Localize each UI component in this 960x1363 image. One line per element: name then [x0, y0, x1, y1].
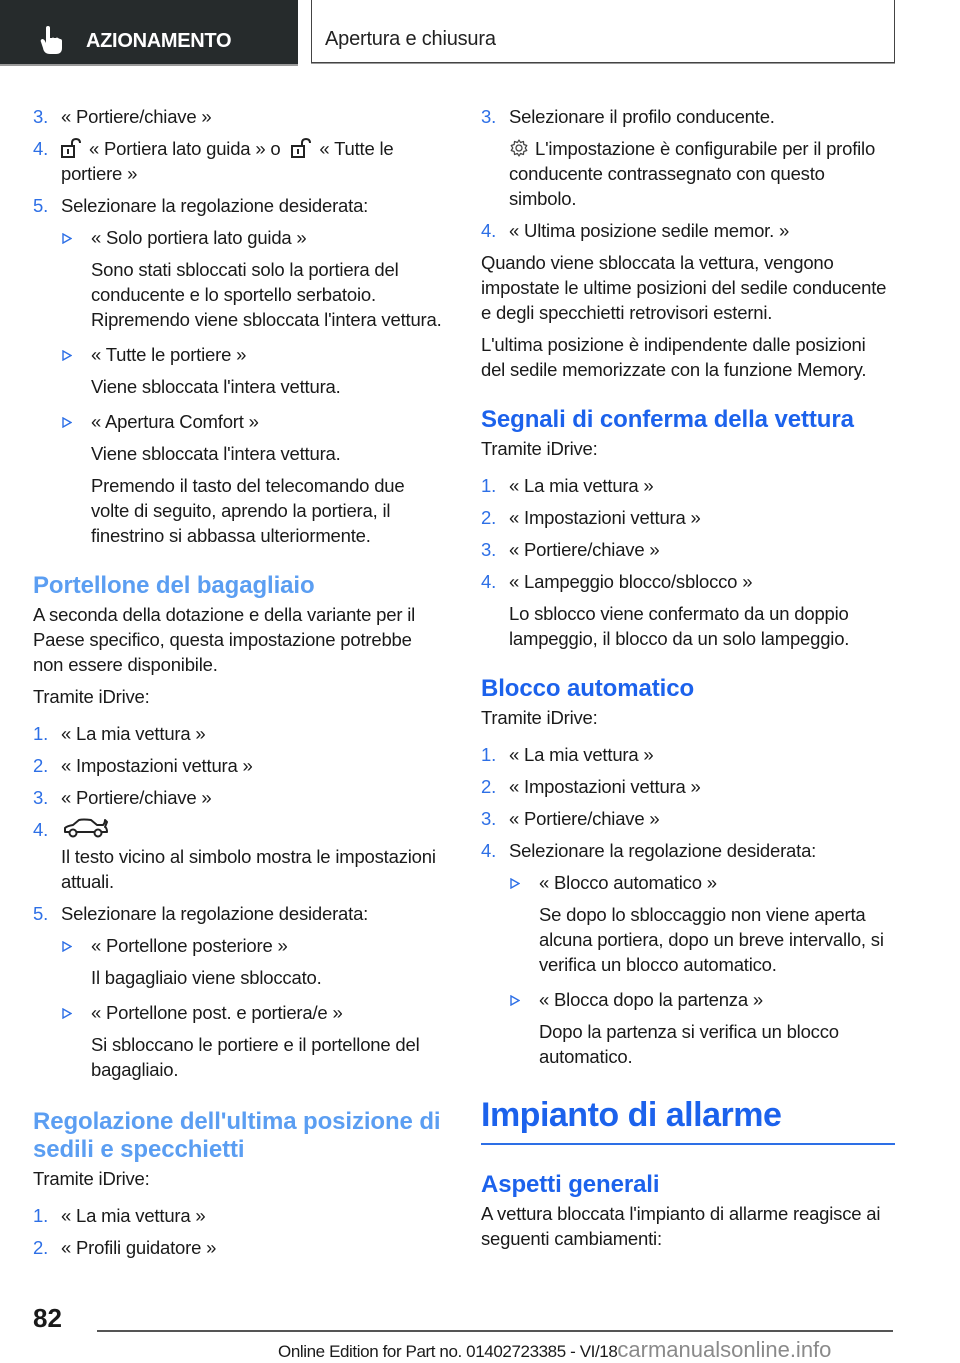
option-description: Il bagagliaio viene sbloccato.: [91, 967, 322, 988]
paragraph: Tramite iDrive:: [33, 1168, 150, 1189]
triangle-bullet-icon: [62, 417, 72, 428]
option-item: « Blocca dopo la partenza »: [481, 987, 893, 1012]
step-text: « Portiere/chiave »: [61, 106, 212, 127]
list-item: 4. « Ultima posizione sedile memor. »: [481, 220, 790, 241]
list-item: 2. « Profili guidatore »: [33, 1237, 217, 1258]
chapter-tab: [311, 0, 895, 63]
chapter-heading: Impianto di allarme: [481, 1095, 895, 1145]
triangle-bullet-icon: [62, 350, 72, 361]
step-text: « Portiera lato guida » o « Tutte le portiere »: [61, 138, 394, 184]
list-item: 4. Selezionare la regolazione desiderata:: [481, 840, 817, 861]
list-item: 3. « Portiere/chiave »: [33, 787, 212, 808]
option-description: Viene sbloccata l'intera vettura.: [91, 443, 341, 464]
unlock-icon: [61, 138, 83, 158]
list-item: [33, 193, 445, 218]
option-item: « Portellone post. e portiera/e »: [33, 1000, 445, 1025]
right-column: [481, 104, 893, 1258]
step-number: 3.: [33, 106, 49, 127]
list-item: 3. « Portiere/chiave »: [481, 808, 660, 829]
paragraph: Tramite iDrive:: [33, 686, 150, 707]
option-description: Viene sbloccata l'intera vettura.: [91, 376, 341, 397]
paragraph: Quando viene sbloccata la vettura, vengono impostate le ultime posizioni del sedile conducente e degli specchietti retrovisori esterni.: [481, 252, 887, 323]
paragraph: A vettura bloccata l'impianto di allarme reagisce ai seguenti cambiamenti:: [481, 1203, 881, 1249]
list-item: 1. « La mia vettura »: [481, 744, 654, 765]
section-heading: Aspetti generali: [481, 1171, 660, 1198]
left-column: [33, 104, 445, 1267]
step-description: Lo sblocco viene confermato da un doppio lampeggio, il blocco da un solo lampeggio.: [509, 603, 850, 649]
list-item: 1. « La mia vettura »: [33, 1205, 206, 1226]
triangle-bullet-icon: [62, 233, 72, 244]
watermark: carmanualsonline.info: [617, 1337, 832, 1362]
chapter-title: Apertura e chiusura: [325, 28, 496, 50]
page-number: 82: [33, 1303, 62, 1333]
note: L'impostazione è configurabile per il profilo conducente contrassegnato con questo simbolo.: [509, 138, 876, 209]
list-item: 2. « Impostazioni vettura »: [33, 755, 253, 776]
section-tab: [0, 0, 298, 66]
option-description: Sono stati sbloccati solo la portiera del conducente e lo sportello serbatoio. Ripremendo viene sbloccata l'intera vettura.: [91, 259, 442, 330]
unlock-icon: [291, 138, 313, 158]
triangle-bullet-icon: [62, 941, 72, 952]
step-description: Il testo vicino al simbolo mostra le impostazioni attuali.: [61, 846, 436, 892]
option-description: Premendo il tasto del telecomando due volte di seguito, aprendo la portiera, il finestrino si abbassa ulteriormente.: [91, 475, 405, 546]
list-item: 4. « Lampeggio blocco/sblocco »: [481, 571, 753, 592]
option-item: « Tutte le portiere »: [33, 342, 445, 367]
step-number: 4.: [33, 138, 49, 159]
list-item: 1. « La mia vettura »: [481, 475, 654, 496]
section-heading: Segnali di conferma della vettura: [481, 406, 854, 433]
section-heading: Blocco automatico: [481, 675, 694, 702]
list-item: 1. « La mia vettura »: [33, 723, 206, 744]
option-item: « Blocco automatico »: [481, 870, 893, 895]
gear-icon: [509, 138, 529, 158]
option-description: Se dopo lo sbloccaggio non viene aperta alcuna portiera, dopo un breve intervallo, si verifica un blocco automatico.: [539, 904, 884, 975]
paragraph: A seconda della dotazione e della variante per il Paese specifico, questa impostazione potrebbe non essere disponibile.: [33, 604, 416, 675]
triangle-bullet-icon: [62, 1008, 72, 1019]
section-label: AZIONAMENTO: [86, 30, 232, 52]
paragraph: L'ultima posizione è indipendente dalle posizioni del sedile memorizzate con la funzione Memory.: [481, 334, 867, 380]
section-heading: Portellone del bagagliaio: [33, 572, 315, 599]
step-number: 5.: [33, 195, 49, 216]
paragraph: Tramite iDrive:: [481, 707, 598, 728]
car-trunk-icon: [61, 817, 109, 839]
option-description: Dopo la partenza si verifica un blocco automatico.: [539, 1021, 839, 1067]
paragraph: Tramite iDrive:: [481, 438, 598, 459]
list-item: 3. « Portiere/chiave »: [481, 539, 660, 560]
hand-pointer-icon: [40, 26, 64, 54]
footer-edition: Online Edition for Part no. 01402723385 - VI/18carmanualsonline.info: [278, 1337, 832, 1362]
triangle-bullet-icon: [510, 878, 520, 889]
list-item: 2. « Impostazioni vettura »: [481, 776, 701, 797]
option-item: « Apertura Comfort »: [33, 409, 445, 434]
step-text: Selezionare la regolazione desiderata:: [61, 195, 369, 216]
section-heading: Regolazione dell'ultima posizione di sedili e specchietti: [33, 1108, 441, 1163]
option-item: « Portellone posteriore »: [33, 933, 445, 958]
list-item: 4.: [33, 817, 445, 842]
list-item: 5. Selezionare la regolazione desiderata:: [33, 903, 369, 924]
list-item: 2. « Impostazioni vettura »: [481, 507, 701, 528]
option-item: « Solo portiera lato guida »: [33, 225, 445, 250]
list-item: 3. Selezionare il profilo conducente.: [481, 106, 775, 127]
triangle-bullet-icon: [510, 995, 520, 1006]
list-item: [33, 136, 445, 186]
list-item: [33, 104, 445, 129]
option-description: Si sbloccano le portiere e il portellone del bagagliaio.: [91, 1034, 420, 1080]
footer-divider: [97, 1330, 893, 1332]
